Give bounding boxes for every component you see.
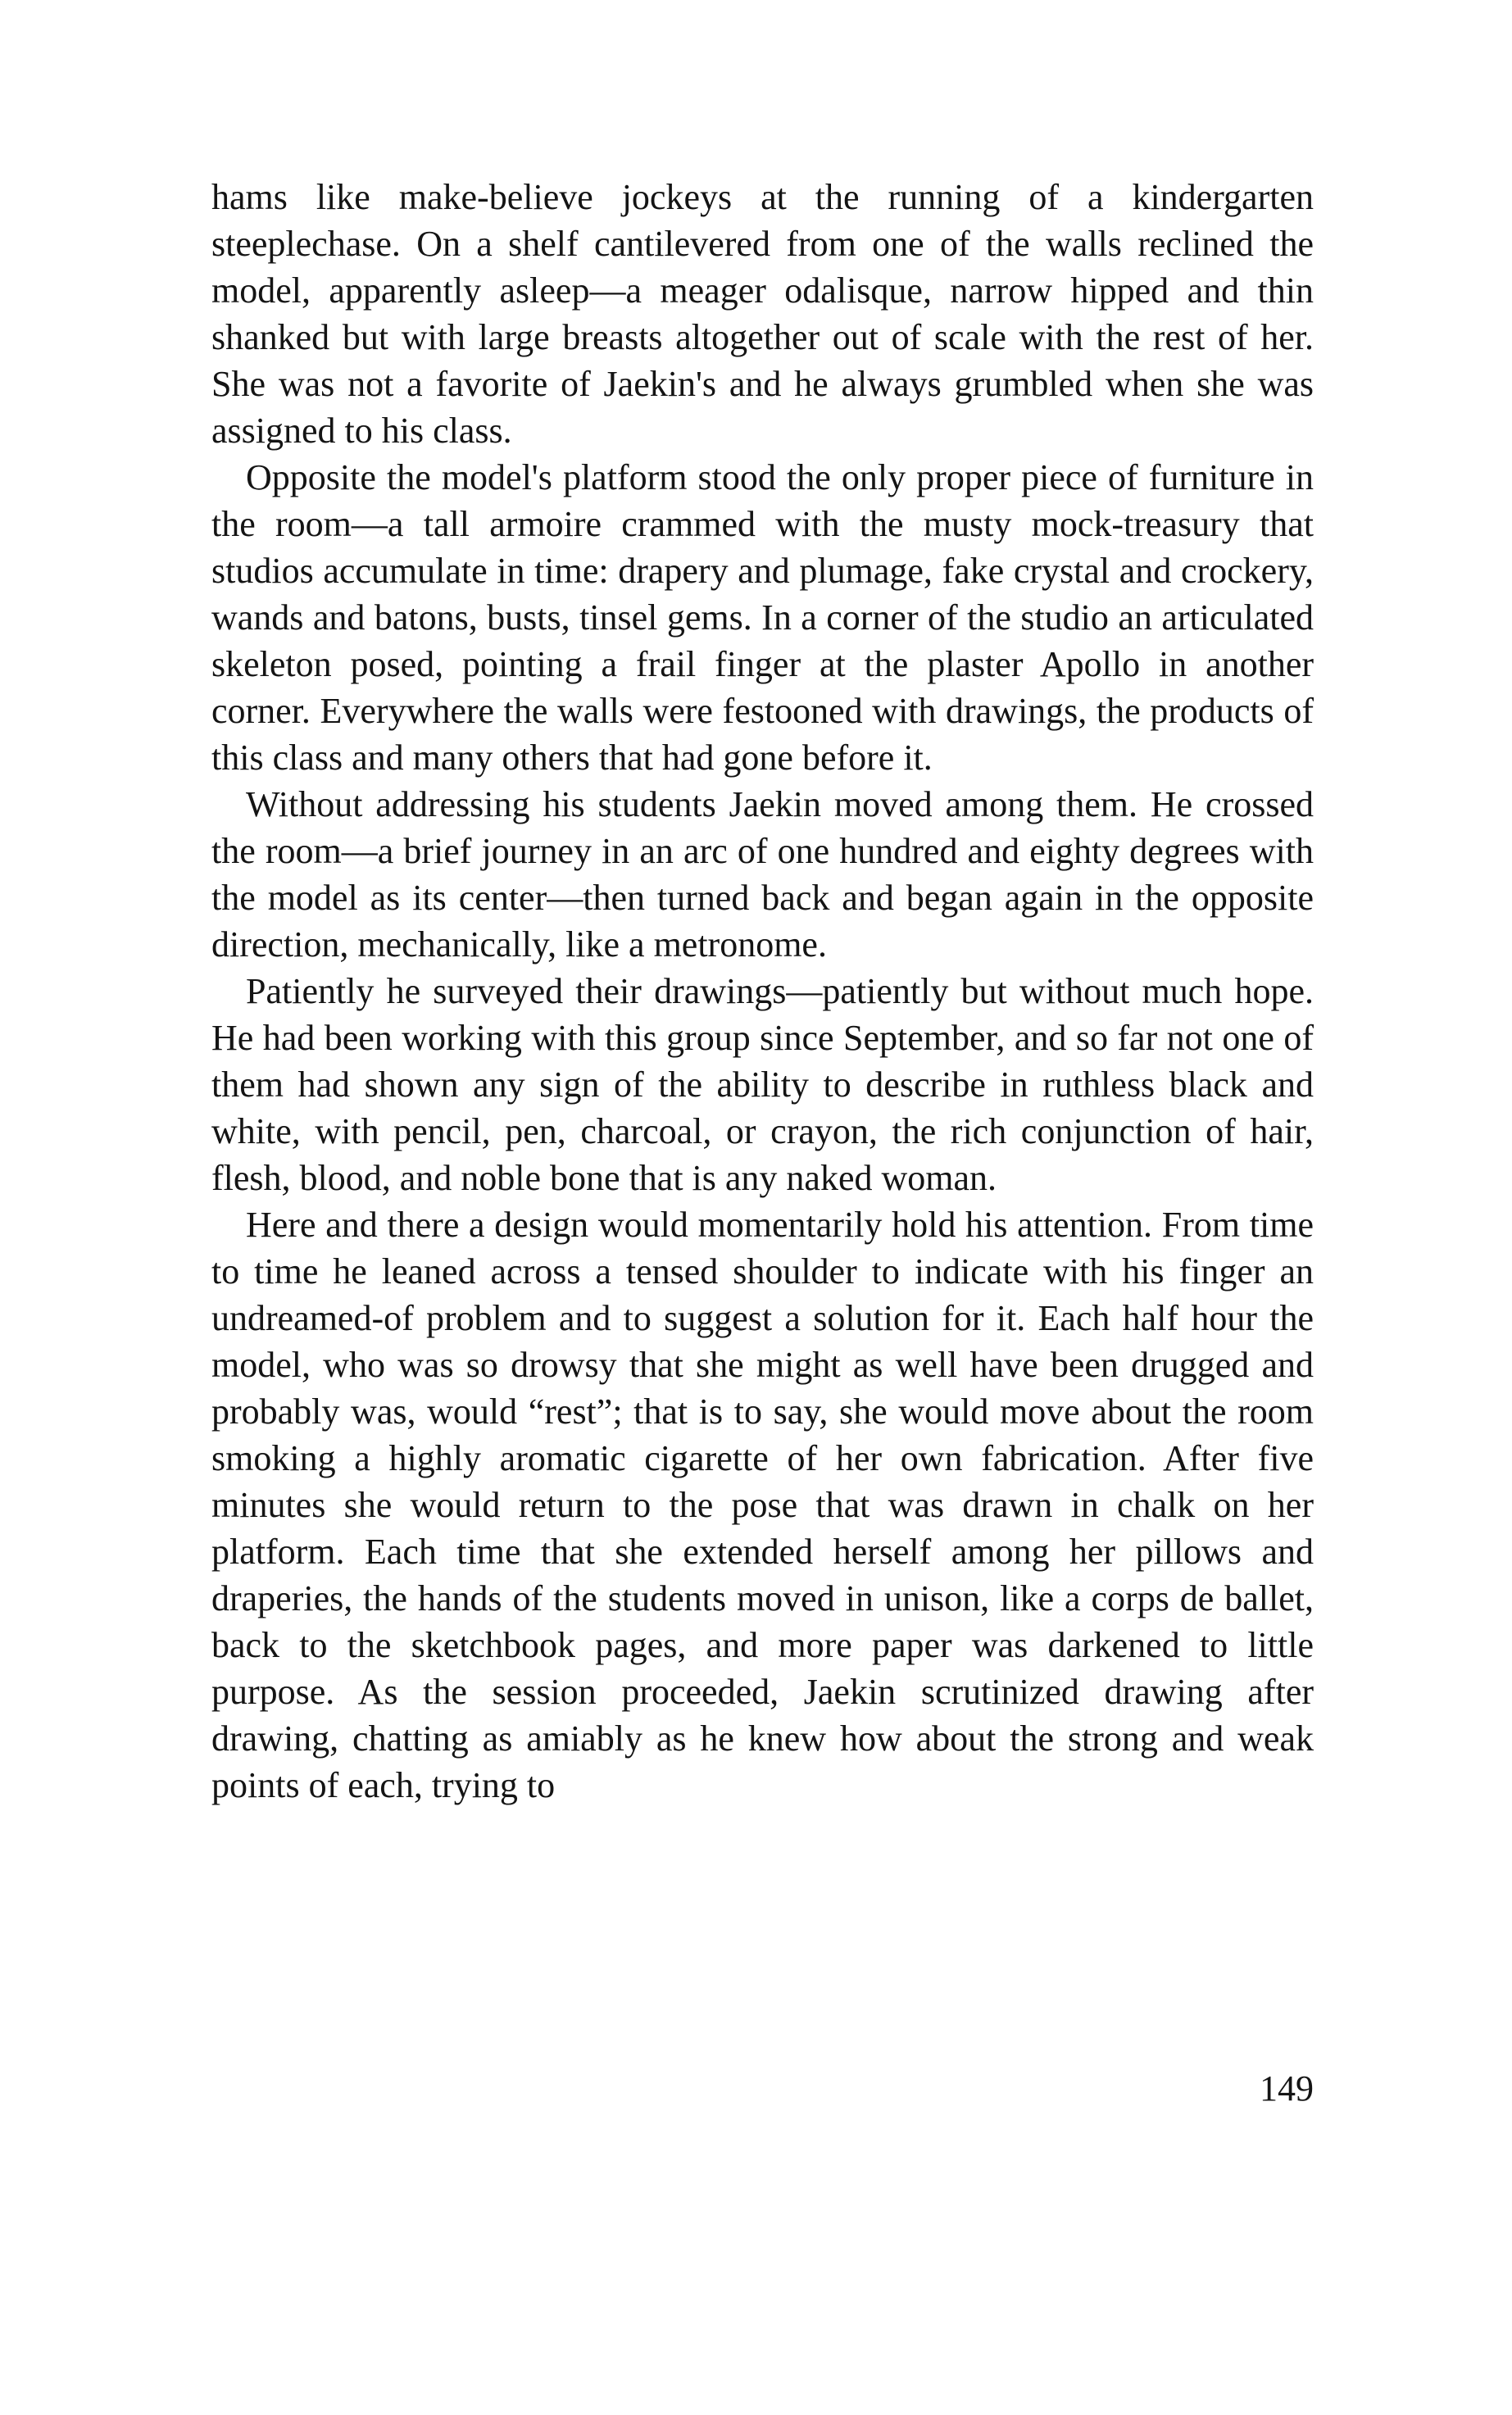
paragraph-4: Patiently he surveyed their drawings—patiently but without much hope. He had been working with this group since September, and so far not one of them had shown any sign of the ability to describe in ruthless black and white, with pencil, pen, charcoal, or crayon, the rich conjunction of hair, flesh, blood, and noble bone that is any naked woman. <box>211 971 1314 1198</box>
paragraph-5: Here and there a design would momentarily hold his attention. From time to time he leaned across a tensed shoulder to indicate with his finger an undreamed-of problem and to suggest a solution for it. Each half hour the model, who was so drowsy that she might as well have been drugged and probably was, would “rest”; that is to say, she would move about the room smoking a highly aromatic cigarette of her own fabrication. After five minutes she would return to the pose that was drawn in chalk on her platform. Each time that she extended herself among her pillows and draperies, the hands of the students moved in unison, like a corps de ballet, back to the sketchbook pages, and more paper was darkened to little purpose. As the session proceeded, Jaekin scrutinized drawing after drawing, chatting as amiably as he knew how about the strong and weak points of each, trying to <box>211 1205 1314 1805</box>
paragraph-1: hams like make-believe jockeys at the running of a kindergarten steeplechase. On a shelf cantilevered from one of the walls reclined the model, apparently asleep—a meager odalisque, narrow hipped and thin shanked but with large breasts altogether out of scale with the rest of her. She was not a favorite of Jaekin's and he always grumbled when she was assigned to his class. <box>211 177 1314 451</box>
paragraph-2: Opposite the model's platform stood the only proper piece of furniture in the room—a tall armoire crammed with the musty mock-treasury that studios accumulate in time: drapery and plumage, fake crystal and crockery, wands and batons, busts, tinsel gems. In a corner of the studio an articulated skeleton posed, pointing a frail finger at the plaster Apollo in another corner. Everywhere the walls were festooned with drawings, the products of this class and many others that had gone before it. <box>211 457 1314 778</box>
page-number: 149 <box>1260 2068 1314 2109</box>
body-text <box>211 174 1314 1809</box>
paragraph-3: Without addressing his students Jaekin moved among them. He crossed the room—a brief journey in an arc of one hundred and eighty degrees with the model as its center—then turned back and began again in the opposite direction, mechanically, like a metronome. <box>211 784 1314 965</box>
